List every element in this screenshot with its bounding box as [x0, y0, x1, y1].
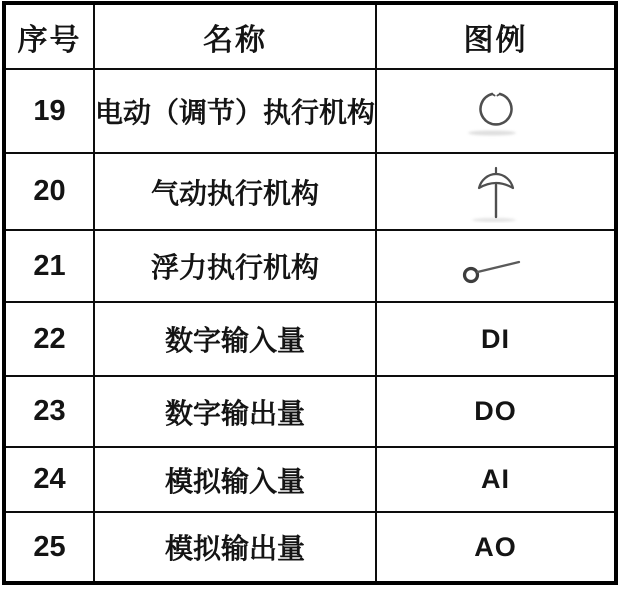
name-cell: [94, 230, 376, 302]
legend-text: AO: [474, 531, 517, 562]
legend-text: DO: [474, 396, 517, 426]
legend-cell: [376, 376, 616, 447]
row-number-cell: 23: [4, 376, 94, 447]
row-number-cell: 20: [4, 153, 94, 230]
row-number-cell: 25: [4, 512, 94, 583]
name-cell: [94, 512, 376, 583]
header-no: 序号: [4, 3, 94, 69]
header-row: [4, 3, 616, 69]
name-text: 模拟输入量: [165, 465, 306, 497]
row-number-cell: 24: [4, 447, 94, 512]
legend-text: DI: [481, 323, 511, 354]
name-cell: [94, 447, 376, 512]
buoyancy-actuator-icon: [441, 243, 551, 289]
name-text: 数字输入量: [165, 325, 306, 356]
pneumatic-actuator-icon: [464, 161, 528, 223]
table-row: [4, 69, 616, 153]
legend-cell: [376, 512, 616, 583]
table-row: [4, 376, 616, 447]
table-row: [4, 302, 616, 376]
name-cell: [94, 69, 376, 153]
name-text: 电动（调节）执行机构: [95, 97, 376, 128]
legend-table: [2, 1, 618, 585]
table-row: [4, 230, 616, 302]
legend-text: AI: [481, 464, 511, 494]
name-text: 浮力执行机构: [151, 252, 320, 283]
legend-cell: [376, 447, 616, 512]
table-row: [4, 512, 616, 583]
electric-regulating-actuator-icon: [464, 81, 528, 141]
legend-cell: [376, 153, 616, 230]
row-number-cell: 19: [4, 69, 94, 153]
name-text: 气动执行机构: [151, 177, 320, 209]
header-legend: 图例: [376, 3, 616, 69]
name-cell: [94, 153, 376, 230]
table-row: [4, 153, 616, 230]
header-name: 名称: [94, 3, 376, 69]
legend-cell: [376, 230, 616, 302]
name-cell: [94, 376, 376, 447]
legend-cell: [376, 69, 616, 153]
row-number-cell: 21: [4, 230, 94, 302]
name-text: 模拟输出量: [165, 533, 306, 564]
legend-cell: [376, 302, 616, 376]
name-cell: [94, 302, 376, 376]
table-row: [4, 447, 616, 512]
name-text: 数字输出量: [165, 397, 306, 429]
row-number-cell: 22: [4, 302, 94, 376]
